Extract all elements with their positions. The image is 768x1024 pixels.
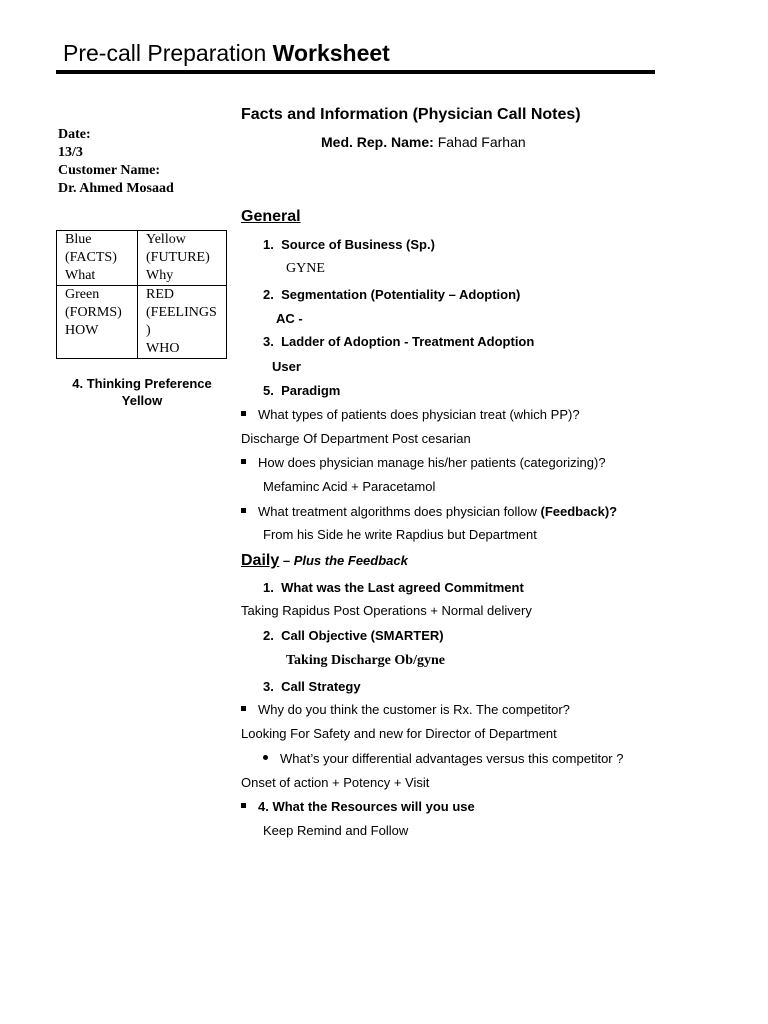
- page-title: [63, 40, 390, 67]
- daily-question-2: [263, 751, 623, 766]
- general-heading: General: [241, 208, 301, 225]
- daily-heading-row: [241, 552, 408, 570]
- square-bullet-icon: [241, 508, 246, 513]
- cell-line: HOW: [65, 323, 99, 338]
- cell-line: WHO: [146, 341, 180, 356]
- general-item-3-value: User: [272, 359, 301, 374]
- question-text: What types of patients does physician treat (which PP)?: [258, 407, 580, 422]
- cell-line: Why: [146, 268, 174, 283]
- question-text: How does physician manage his/her patients (categorizing)?: [258, 455, 606, 470]
- bullet-icon: [263, 755, 268, 760]
- item-label: Call Objective (SMARTER): [281, 628, 444, 643]
- cell-line: RED: [146, 287, 174, 302]
- table-row: [57, 286, 227, 359]
- general-item-1: [263, 237, 435, 252]
- item-label: Call Strategy: [281, 679, 361, 694]
- daily-question-1: [241, 702, 570, 717]
- table-cell-red: [138, 286, 227, 359]
- call-notes-heading: Facts and Information (Physician Call Notes): [241, 106, 581, 123]
- item-number: 3.: [263, 334, 274, 349]
- square-bullet-icon: [241, 706, 246, 711]
- date-label: Date:: [58, 127, 91, 142]
- daily-item-2-value: Taking Discharge Ob/gyne: [286, 653, 445, 668]
- thinking-preference-value: Yellow: [121, 393, 163, 408]
- item-label: 4. What the Resources will you use: [258, 799, 475, 814]
- med-rep-value: Fahad Farhan: [433, 134, 526, 150]
- med-rep-label: Med. Rep. Name:: [321, 134, 434, 150]
- general-answer-1: Discharge Of Department Post cesarian: [241, 431, 471, 446]
- customer-name-label: Customer Name:: [58, 163, 160, 178]
- daily-answer-1: Looking For Safety and new for Director of Department: [241, 726, 557, 741]
- cell-line: Blue: [65, 232, 92, 247]
- date-value: 13/3: [58, 145, 83, 160]
- item-label: What was the Last agreed Commitment: [281, 580, 524, 595]
- general-question-2: [241, 455, 606, 470]
- cell-line: (FUTURE): [146, 250, 210, 265]
- general-item-2: [263, 287, 520, 302]
- general-answer-2: Mefaminc Acid + Paracetamol: [263, 479, 436, 494]
- thinking-preference: [56, 375, 228, 409]
- square-bullet-icon: [241, 459, 246, 464]
- item-label: Source of Business (Sp.): [281, 237, 435, 252]
- general-item-3: [263, 334, 534, 349]
- table-row: [57, 231, 227, 286]
- table-cell-yellow: [138, 231, 227, 286]
- cell-line: (FACTS): [65, 250, 117, 265]
- daily-heading: Daily: [241, 552, 280, 569]
- table-cell-blue: [57, 231, 138, 286]
- general-answer-3: From his Side he write Rapdius but Department: [263, 527, 537, 542]
- cell-line: Yellow: [146, 232, 186, 247]
- daily-item-2: [263, 628, 444, 643]
- general-item-5: [263, 383, 340, 398]
- square-bullet-icon: [241, 803, 246, 808]
- daily-answer-2: Onset of action + Potency + Visit: [241, 775, 430, 790]
- daily-item-1: [263, 580, 524, 595]
- med-rep-name: [321, 134, 526, 150]
- item-number: 1.: [263, 237, 274, 252]
- question-text: What’s your differential advantages versus this competitor ?: [280, 751, 624, 766]
- thinking-preference-label: 4. Thinking Preference: [72, 376, 212, 391]
- customer-info: [58, 126, 174, 198]
- cell-line: What: [65, 268, 96, 283]
- item-label: Ladder of Adoption - Treatment Adoption: [281, 334, 535, 349]
- cell-line: ): [146, 323, 151, 338]
- title-regular: Pre-call Preparation: [63, 40, 273, 66]
- title-bold: Worksheet: [272, 40, 390, 66]
- item-number: 2.: [263, 628, 274, 643]
- question-text: What treatment algorithms does physician follow: [258, 504, 541, 519]
- daily-subheading: – Plus the Feedback: [279, 553, 408, 568]
- general-item-1-value: GYNE: [286, 261, 325, 276]
- cell-line: (FORMS): [65, 305, 122, 320]
- question-text: Why do you think the customer is Rx. The competitor?: [258, 702, 570, 717]
- daily-item-1-value: Taking Rapidus Post Operations + Normal delivery: [241, 603, 532, 618]
- item-number: 5.: [263, 383, 274, 398]
- general-item-2-value: AC -: [276, 311, 303, 326]
- title-divider: [56, 70, 655, 74]
- daily-item-3: [263, 679, 361, 694]
- customer-name-value: Dr. Ahmed Mosaad: [58, 181, 174, 196]
- item-number: 2.: [263, 287, 274, 302]
- general-question-1: [241, 407, 580, 422]
- daily-item-4-value: Keep Remind and Follow: [263, 823, 409, 838]
- table-cell-green: [57, 286, 138, 359]
- daily-item-4: [241, 799, 475, 814]
- item-label: Segmentation (Potentiality – Adoption): [281, 287, 521, 302]
- square-bullet-icon: [241, 411, 246, 416]
- cell-line: Green: [65, 287, 100, 302]
- item-label: Paradigm: [281, 383, 341, 398]
- general-question-3: [241, 504, 617, 519]
- item-number: 3.: [263, 679, 274, 694]
- question-bold-text: (Feedback)?: [540, 504, 618, 519]
- cell-line: (FEELINGS: [146, 305, 217, 320]
- thinking-preference-table: [56, 230, 227, 359]
- item-number: 1.: [263, 580, 274, 595]
